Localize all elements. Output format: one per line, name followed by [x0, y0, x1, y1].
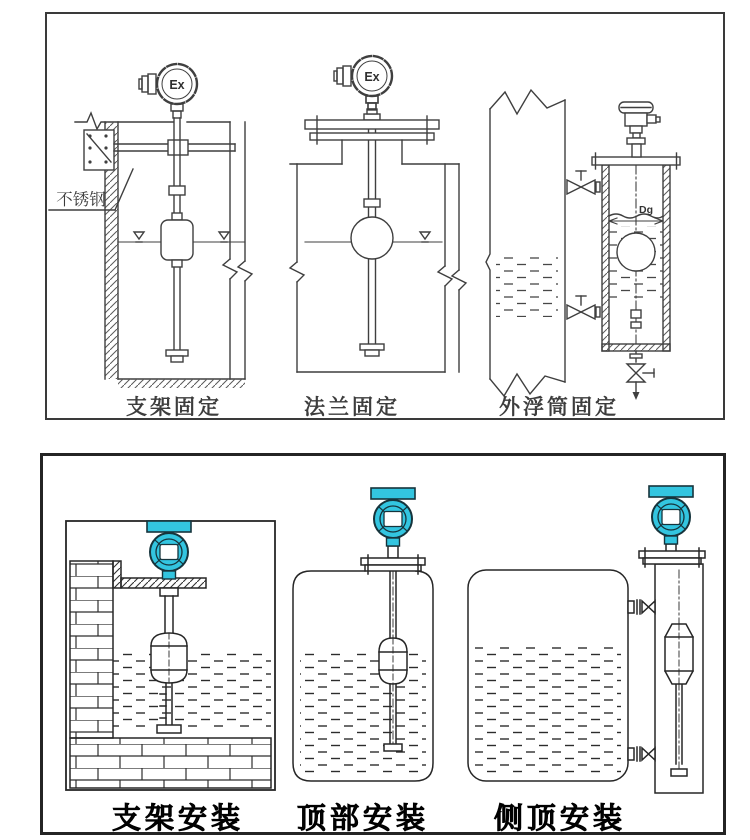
inlet-valve-lower: [567, 296, 600, 319]
flange: [639, 544, 705, 567]
caption-bracket-installation: 支架安装: [111, 803, 244, 835]
top-panel: [45, 12, 725, 420]
bottom-panel: [40, 453, 726, 835]
bottom-panel-drawing: [43, 456, 717, 826]
connection-valve-upper: [628, 600, 655, 614]
ex-transmitter-head: [139, 64, 197, 118]
rod-stop-nut: [365, 350, 379, 356]
caption-side-top-installation: 侧顶安装: [493, 803, 626, 835]
rod-stop: [360, 344, 384, 350]
caption-external-chamber-fixing: 外浮筒固定: [499, 396, 619, 419]
brick-floor: [70, 738, 271, 788]
spherical-float: [617, 233, 655, 271]
head-label: Ex: [169, 78, 185, 92]
brick-wall: [70, 561, 113, 738]
head-label: Ex: [364, 70, 380, 84]
stainless-steel-label: 不锈钢: [56, 191, 106, 209]
terminal-head: [619, 102, 660, 157]
rod-coupling: [364, 199, 380, 207]
mounting-bracket-plate: [84, 130, 114, 170]
storage-tank: [486, 90, 565, 396]
bracket-installation-diagram: [66, 521, 275, 790]
water: [475, 646, 621, 774]
flange: [361, 546, 425, 574]
head-neck-2: [368, 103, 376, 109]
tank-water: [496, 255, 558, 317]
side-top-installation-diagram: [468, 486, 705, 793]
caption-flange-fixing: 法兰固定: [304, 396, 400, 419]
float: [161, 213, 193, 267]
transmitter-head: [649, 486, 693, 544]
caption-bracket-fixing: 支架固定: [126, 396, 222, 419]
flange-fixing-diagram: [290, 56, 466, 372]
ground-hatch: [118, 379, 245, 388]
external-chamber-fixing-diagram: [486, 90, 680, 400]
float: [665, 624, 693, 684]
top-panel-drawing: [47, 14, 723, 418]
transmitter-head: [371, 488, 415, 546]
flange-plate: [305, 109, 439, 144]
caption-top-installation: 顶部安装: [296, 803, 429, 835]
float: [151, 633, 187, 683]
tank-wall: [223, 122, 252, 379]
sensor-rod: [617, 165, 655, 362]
top-installation-diagram: [293, 488, 433, 781]
spherical-float: [351, 217, 393, 259]
dg-label: Dg: [639, 204, 653, 216]
inlet-valve-upper: [567, 171, 600, 194]
water: [113, 652, 271, 728]
transmitter-head: [147, 521, 191, 579]
float: [379, 638, 407, 684]
connection-valve-lower: [628, 747, 655, 761]
bracket-fixing-diagram: [49, 64, 252, 388]
ex-transmitter-head: [334, 56, 392, 110]
